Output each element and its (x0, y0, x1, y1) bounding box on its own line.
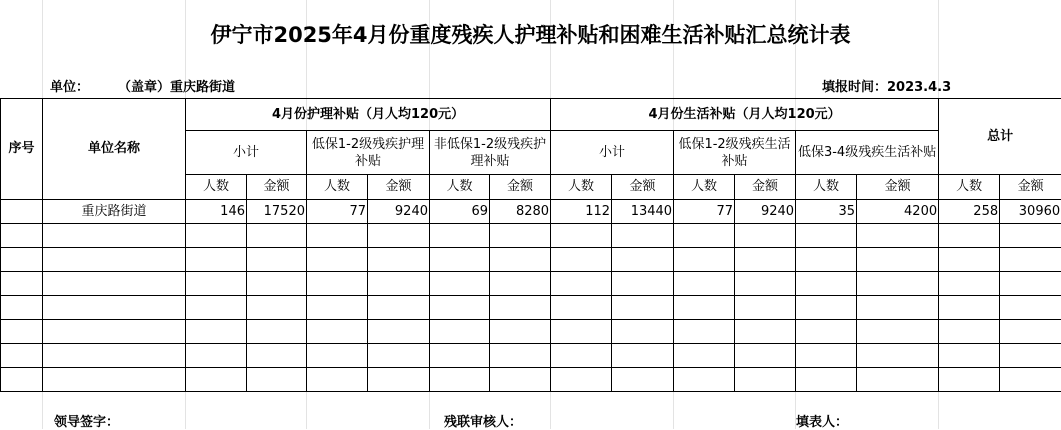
empty-cell (1, 296, 43, 320)
header-amount: 金额 (857, 175, 939, 200)
empty-cell (490, 272, 551, 296)
row-unit-name: 重庆路街道 (43, 200, 186, 224)
empty-cell (939, 320, 1000, 344)
empty-cell (186, 272, 247, 296)
empty-cell (1, 248, 43, 272)
subheader-care-subtotal: 小计 (186, 131, 307, 175)
empty-cell (307, 272, 368, 296)
empty-cell (368, 248, 430, 272)
empty-cell (796, 296, 857, 320)
empty-cell (490, 296, 551, 320)
cell-value: 258 (939, 200, 1000, 224)
empty-cell (307, 248, 368, 272)
empty-cell (551, 368, 612, 392)
empty-cell (490, 368, 551, 392)
empty-cell (1, 320, 43, 344)
empty-cell (430, 296, 490, 320)
empty-row (1, 344, 1061, 368)
empty-cell (43, 368, 186, 392)
empty-cell (1, 344, 43, 368)
subheader-living-subtotal: 小计 (551, 131, 674, 175)
empty-cell (430, 272, 490, 296)
empty-row (1, 224, 1061, 248)
cell-value: 9240 (368, 200, 430, 224)
empty-cell (430, 368, 490, 392)
empty-cell (1, 272, 43, 296)
header-people: 人数 (186, 175, 247, 200)
empty-cell (674, 224, 735, 248)
empty-cell (1000, 320, 1061, 344)
empty-cell (735, 224, 796, 248)
header-people: 人数 (307, 175, 368, 200)
empty-cell (307, 320, 368, 344)
empty-cell (1000, 296, 1061, 320)
empty-cell (1000, 368, 1061, 392)
empty-cell (735, 296, 796, 320)
empty-cell (551, 272, 612, 296)
empty-cell (735, 272, 796, 296)
empty-cell (490, 320, 551, 344)
leader-signature-label: 领导签字： (54, 411, 119, 430)
empty-cell (490, 248, 551, 272)
empty-cell (1000, 344, 1061, 368)
empty-cell (674, 344, 735, 368)
header-people: 人数 (939, 175, 1000, 200)
header-people: 人数 (674, 175, 735, 200)
empty-cell (939, 368, 1000, 392)
empty-cell (247, 296, 307, 320)
summary-table (0, 98, 1061, 392)
unit-label: 单位： (50, 76, 89, 95)
empty-cell (43, 344, 186, 368)
empty-cell (247, 248, 307, 272)
empty-cell (551, 320, 612, 344)
empty-cell (186, 368, 247, 392)
empty-cell (490, 224, 551, 248)
cell-value: 17520 (247, 200, 307, 224)
empty-cell (1000, 224, 1061, 248)
header-people: 人数 (796, 175, 857, 200)
cell-value: 4200 (857, 200, 939, 224)
empty-cell (674, 320, 735, 344)
empty-cell (735, 344, 796, 368)
empty-cell (857, 248, 939, 272)
empty-cell (490, 344, 551, 368)
empty-row (1, 320, 1061, 344)
empty-rows (1, 224, 1061, 392)
empty-cell (186, 224, 247, 248)
empty-cell (307, 368, 368, 392)
empty-cell (186, 296, 247, 320)
empty-cell (1, 368, 43, 392)
empty-cell (551, 296, 612, 320)
empty-cell (368, 296, 430, 320)
empty-cell (857, 320, 939, 344)
subheader-care-dibao: 低保1-2级残疾护理补贴 (307, 131, 430, 175)
empty-cell (796, 320, 857, 344)
empty-cell (430, 224, 490, 248)
empty-cell (612, 248, 674, 272)
empty-row (1, 272, 1061, 296)
empty-row (1, 248, 1061, 272)
subheader-care-nondibao: 非低保1-2级残疾护理补贴 (430, 131, 551, 175)
empty-cell (939, 344, 1000, 368)
empty-cell (247, 368, 307, 392)
reviewer-label: 残联审核人： (444, 411, 522, 430)
col-header-no: 序号 (1, 99, 43, 200)
empty-cell (612, 296, 674, 320)
header-info (0, 68, 1061, 98)
header-amount: 金额 (490, 175, 551, 200)
empty-cell (612, 368, 674, 392)
empty-cell (796, 344, 857, 368)
empty-cell (186, 344, 247, 368)
cell-value: 9240 (735, 200, 796, 224)
empty-cell (1000, 248, 1061, 272)
empty-cell (612, 224, 674, 248)
empty-cell (1, 224, 43, 248)
page-title: 伊宁市2025年4月份重度残疾人护理补贴和困难生活补贴汇总统计表 (0, 0, 1061, 68)
empty-cell (307, 224, 368, 248)
empty-cell (735, 320, 796, 344)
empty-cell (612, 272, 674, 296)
empty-cell (939, 272, 1000, 296)
empty-cell (796, 272, 857, 296)
cell-value: 112 (551, 200, 612, 224)
group-header-total: 总计 (939, 99, 1061, 175)
empty-cell (368, 224, 430, 248)
header-amount: 金额 (368, 175, 430, 200)
empty-cell (796, 368, 857, 392)
empty-cell (43, 296, 186, 320)
empty-cell (430, 344, 490, 368)
cell-value: 77 (674, 200, 735, 224)
empty-cell (612, 320, 674, 344)
cell-value: 30960 (1000, 200, 1061, 224)
cell-value: 13440 (612, 200, 674, 224)
empty-cell (857, 224, 939, 248)
empty-cell (551, 248, 612, 272)
group-header-living: 4月份生活补贴（月人均120元） (551, 99, 939, 131)
empty-cell (674, 272, 735, 296)
empty-cell (612, 344, 674, 368)
empty-cell (43, 248, 186, 272)
row-no (1, 200, 43, 224)
cell-value: 146 (186, 200, 247, 224)
empty-cell (430, 320, 490, 344)
empty-cell (674, 368, 735, 392)
empty-cell (796, 224, 857, 248)
empty-cell (247, 272, 307, 296)
cell-value: 77 (307, 200, 368, 224)
empty-cell (43, 224, 186, 248)
cell-value: 8280 (490, 200, 551, 224)
empty-cell (43, 272, 186, 296)
empty-cell (186, 320, 247, 344)
empty-cell (939, 248, 1000, 272)
header-people: 人数 (430, 175, 490, 200)
empty-cell (735, 248, 796, 272)
empty-cell (674, 248, 735, 272)
empty-cell (368, 320, 430, 344)
empty-cell (674, 296, 735, 320)
empty-cell (368, 368, 430, 392)
empty-cell (796, 248, 857, 272)
empty-cell (307, 296, 368, 320)
cell-value: 69 (430, 200, 490, 224)
header-amount: 金额 (1000, 175, 1061, 200)
empty-cell (368, 344, 430, 368)
empty-cell (247, 320, 307, 344)
empty-row (1, 368, 1061, 392)
empty-cell (551, 344, 612, 368)
subheader-living-dibao34: 低保3-4级残疾生活补贴 (796, 131, 939, 175)
table-row (1, 200, 1061, 224)
signature-footer (0, 405, 1061, 429)
empty-cell (551, 224, 612, 248)
empty-cell (857, 272, 939, 296)
empty-cell (735, 368, 796, 392)
empty-cell (1000, 272, 1061, 296)
empty-cell (368, 272, 430, 296)
header-amount: 金额 (612, 175, 674, 200)
col-header-unit: 单位名称 (43, 99, 186, 200)
empty-cell (186, 248, 247, 272)
header-people: 人数 (551, 175, 612, 200)
empty-cell (939, 224, 1000, 248)
unit-value: （盖章）重庆路街道 (118, 76, 235, 95)
header-amount: 金额 (247, 175, 307, 200)
empty-cell (307, 344, 368, 368)
date-label: 填报时间：2023.4.3 (822, 76, 951, 95)
empty-cell (430, 248, 490, 272)
empty-cell (857, 344, 939, 368)
empty-cell (43, 320, 186, 344)
header-amount: 金额 (735, 175, 796, 200)
empty-cell (939, 296, 1000, 320)
empty-cell (857, 296, 939, 320)
empty-cell (857, 368, 939, 392)
group-header-care: 4月份护理补贴（月人均120元） (186, 99, 551, 131)
cell-value: 35 (796, 200, 857, 224)
filler-label: 填表人： (796, 411, 848, 430)
empty-cell (247, 344, 307, 368)
empty-row (1, 296, 1061, 320)
empty-cell (247, 224, 307, 248)
subheader-living-dibao12: 低保1-2级残疾生活补贴 (674, 131, 796, 175)
